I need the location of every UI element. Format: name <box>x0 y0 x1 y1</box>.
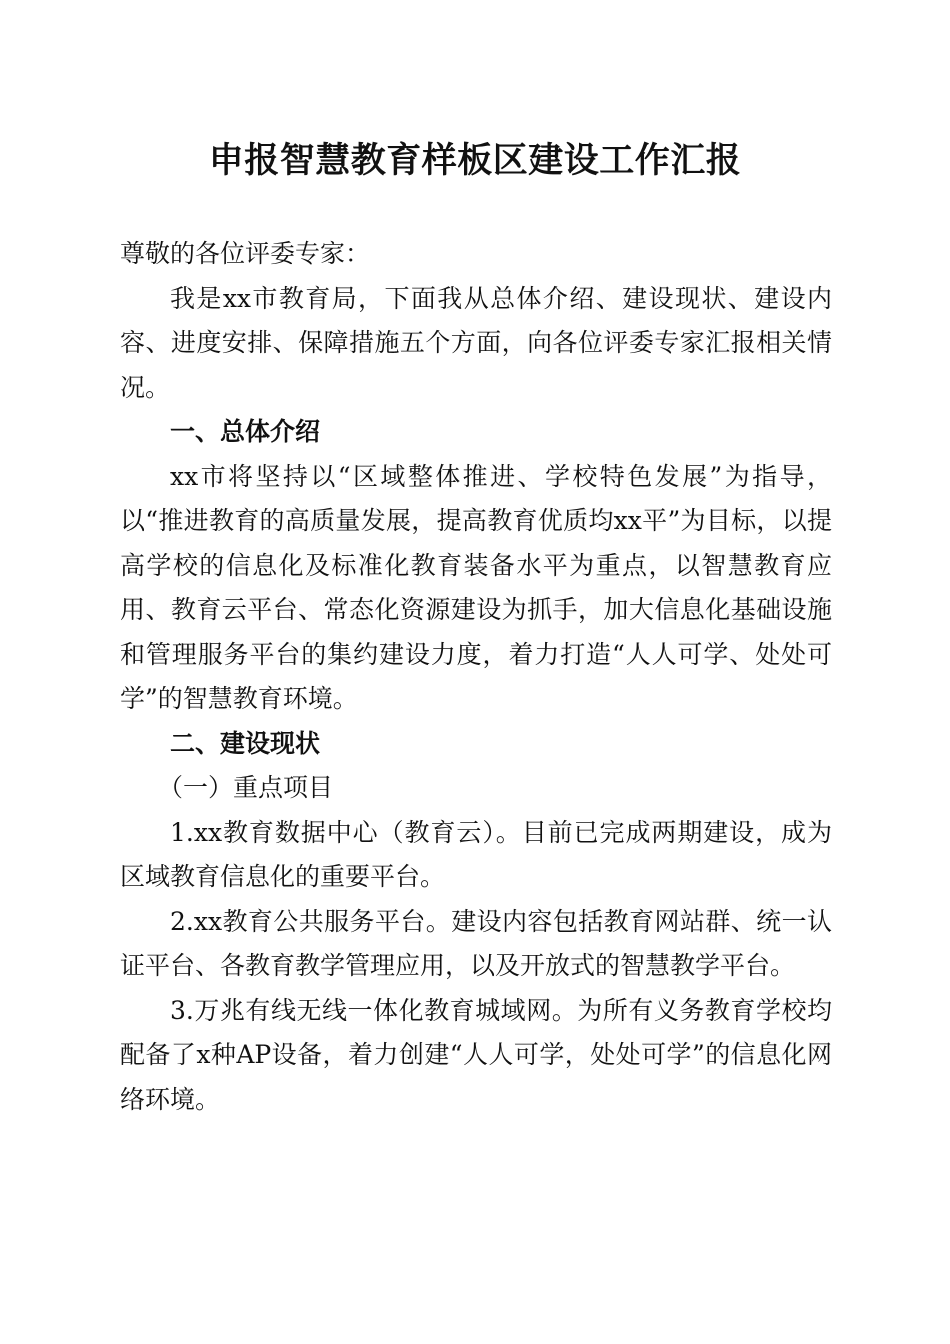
project-item-1: 1.xx教育数据中心（教育云）。目前已完成两期建设，成为区域教育信息化的重要平台。 <box>120 817 832 891</box>
document-title: 申报智慧教育样板区建设工作汇报 <box>208 140 742 181</box>
project-item-2: 2.xx教育公共服务平台。建设内容包括教育网站群、统一认证平台、各教育教学管理应用，以及开放式的智慧教学平台。 <box>120 906 832 980</box>
project-item-3: 3.万兆有线无线一体化教育城域网。为所有义务教育学校均配备了x种AP设备，着力创建“人人可学，处处可学”的信息化网络环境。 <box>120 995 832 1114</box>
salutation: 尊敬的各位评委专家： <box>120 239 371 268</box>
section-2-heading: 二、建设现状 <box>170 728 321 758</box>
section-2-subheading: （一）重点项目 <box>158 773 334 802</box>
section-1-heading: 一、总体介绍 <box>170 417 321 446</box>
document-body <box>120 232 832 1122</box>
intro-paragraph: 我是xx市教育局，下面我从总体介绍、建设现状、建设内容、进度安排、保障措施五个方面，向各位评委专家汇报相关情况。 <box>120 283 832 402</box>
section-1-paragraph: xx市将坚持以“区域整体推进、学校特色发展”为指导，以“推进教育的高质量发展，提高教育优质均xx平”为目标，以提高学校的信息化及标准化教育装备水平为重点，以智慧教育应用、教育云平台、常态化资源建设为抓手，加大信息化基础设施和管理服务平台的集约建设力度，着力打造“人人可学、处处可学”的智慧教育环境。 <box>120 461 832 713</box>
